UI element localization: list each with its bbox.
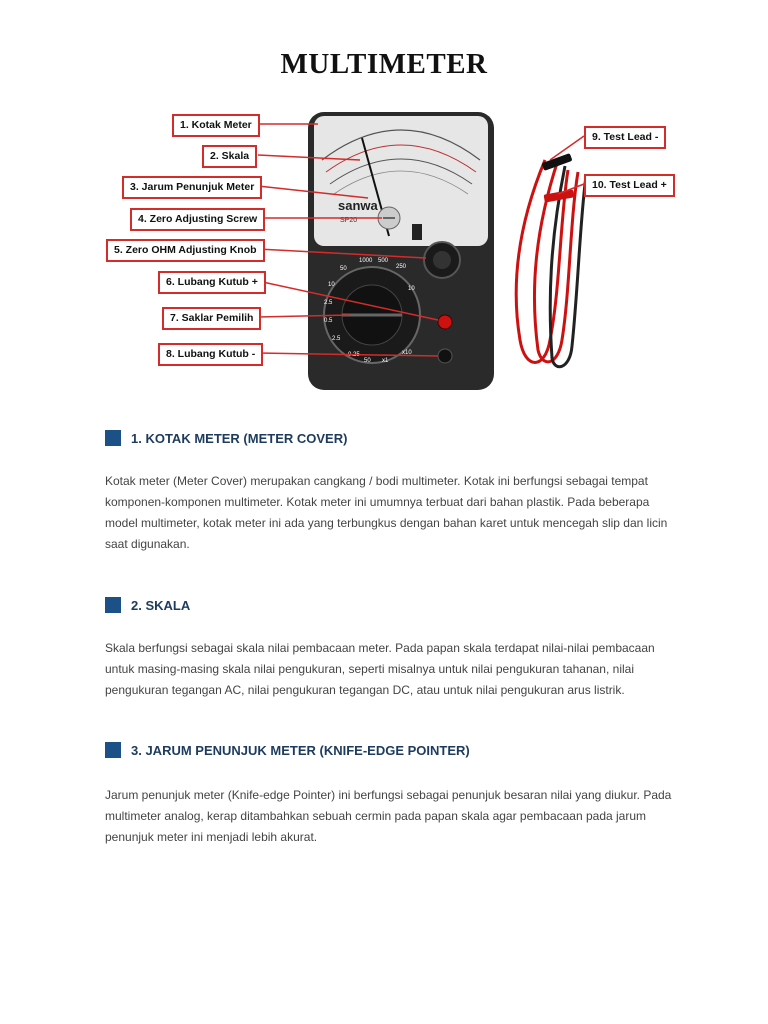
section-marker (105, 430, 121, 446)
section-paragraph: Skala berfungsi sebagai skala nilai pembacaan meter. Pada papan skala terdapat nilai-nilai pembacaan untuk masing-masing skala nilai pengukuran, seperti misalnya untuk nilai pengukuran tahanan, nilai pengukuran tegangan AC, nilai pengukuran tegangan DC, atau untuk nilai pengukuran arus listrik. (105, 641, 655, 697)
figure-label: 3. Jarum Penunjuk Meter (122, 176, 262, 199)
dial-label: 10 (408, 286, 415, 292)
dial-label: 250 (396, 264, 407, 270)
dial-label: 1000 (359, 258, 373, 264)
positive-terminal (438, 315, 452, 329)
section-marker (105, 597, 121, 613)
adjust-bracket (412, 224, 422, 240)
brand-label: sanwa (338, 198, 378, 213)
multimeter-figure (114, 100, 670, 400)
model-label: SP20 (340, 217, 358, 224)
figure-label: 2. Skala (202, 145, 257, 168)
page-title: MULTIMETER (280, 48, 488, 80)
section-marker (105, 742, 121, 758)
section-heading (105, 742, 470, 758)
section-heading-text: 3. JARUM PENUNJUK METER (KNIFE-EDGE POINTER) (131, 742, 470, 758)
figure-label: 9. Test Lead - (584, 126, 666, 149)
figure-label: 6. Lubang Kutub + (158, 271, 266, 294)
zero-ohm-knob-center (433, 251, 451, 269)
dial-label: 10 (328, 282, 335, 288)
figure-label: 4. Zero Adjusting Screw (130, 208, 265, 231)
figure-label: 7. Saklar Pemilih (162, 307, 261, 330)
section-heading (105, 597, 190, 613)
dial-label: 500 (378, 258, 389, 264)
figure-label: 1. Kotak Meter (172, 114, 260, 137)
section-paragraph: Kotak meter (Meter Cover) merupakan cangkang / bodi multimeter. Kotak ini berfungsi sebagai tempat komponen-komponen multimeter. Kotak meter ini umumnya terbuat dari bahan plastik. Pada beberapa model multimeter, kotak meter ini ada yang terbungkus dengan bahan karet untuk mencegah slip dan licin saat digunakan. (105, 474, 668, 551)
section-paragraph: Jarum penunjuk meter (Knife-edge Pointer) ini berfungsi sebagai penunjuk besaran nilai yang diukur. Pada multimeter analog, kerap ditambahkan sebuah cermin pada papan skala agar pembacaan pada jarum penunjuk meter ini menjadi lebih akurat. (105, 788, 672, 844)
figure-label: 10. Test Lead + (584, 174, 675, 197)
dial-label: 50 (340, 266, 347, 272)
dial-label: x10 (402, 350, 412, 356)
dial-label: 0.5 (324, 318, 333, 324)
negative-terminal (438, 349, 452, 363)
meter-window (314, 116, 488, 246)
section-heading-text: 1. KOTAK METER (METER COVER) (131, 430, 348, 446)
dial-label: 2.5 (332, 336, 341, 342)
figure-label: 8. Lubang Kutub - (158, 343, 263, 366)
section-heading (105, 430, 347, 446)
section-heading-text: 2. SKALA (131, 597, 191, 613)
figure-label: 5. Zero OHM Adjusting Knob (106, 239, 265, 262)
dial-label: 50 (364, 358, 371, 364)
dial-label: 2.5 (324, 300, 333, 306)
dial-label: x1 (382, 358, 389, 364)
